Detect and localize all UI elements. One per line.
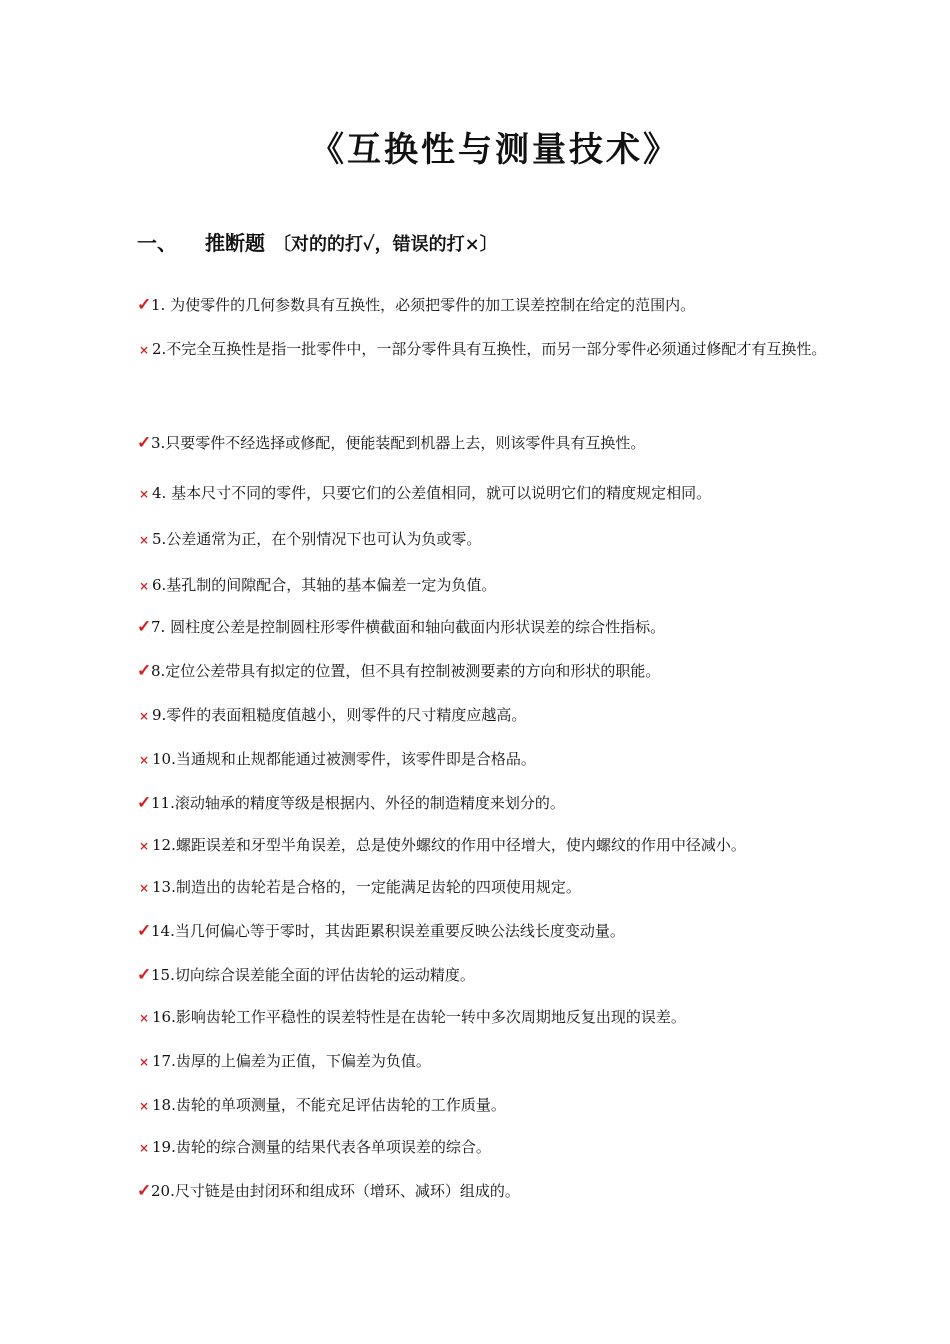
question-text: 5.公差通常为正，在个别情况下也可认为负或零。 — [152, 530, 482, 548]
question-text: 19.齿轮的综合测量的结果代表各单项误差的综合。 — [152, 1138, 491, 1156]
cross-mark-icon: × — [139, 839, 150, 853]
cross-mark-icon: × — [139, 1011, 150, 1025]
check-mark-icon: ✓ — [137, 1181, 152, 1201]
question-text: 6.基孔制的间隙配合，其轴的基本偏差一定为负值。 — [152, 576, 497, 594]
question-item — [137, 528, 481, 551]
question-text: 11.滚动轴承的精度等级是根据内、外径的制造精度来划分的。 — [151, 794, 565, 812]
question-text: 10.当通规和止规都能通过被测零件，该零件即是合格品。 — [152, 750, 536, 768]
question-text: 4. 基本尺寸不同的零件，只要它们的公差值相同，就可以说明它们的精度规定相同。 — [152, 484, 712, 502]
cross-mark-icon: × — [139, 709, 150, 723]
question-text: 13.制造出的齿轮若是合格的，一定能满足齿轮的四项使用规定。 — [152, 878, 581, 896]
question-item — [137, 876, 581, 899]
cross-mark-icon: × — [139, 1099, 150, 1113]
section-number: 一、 — [137, 231, 177, 255]
document-title: 《互换性与测量技术》 — [310, 130, 680, 170]
question-item — [137, 964, 475, 986]
question-text: 7. 圆柱度公差是控制圆柱形零件横截面和轴向截面内形状误差的综合性指标。 — [151, 618, 666, 636]
question-item — [137, 704, 526, 727]
section-name: 推断题 — [205, 231, 265, 255]
question-item — [137, 482, 711, 505]
section-heading — [137, 228, 498, 260]
question-item — [137, 616, 665, 638]
question-item — [137, 748, 536, 771]
question-text: 15.切向综合误差能全面的评估齿轮的运动精度。 — [151, 966, 475, 984]
question-text: 14.当几何偏心等于零时，其齿距累积误差重要反映公法线长度变动量。 — [151, 922, 625, 940]
cross-mark-icon: × — [139, 533, 150, 547]
check-mark-icon: ✓ — [137, 921, 152, 941]
question-text: 16.影响齿轮工作平稳性的误差特性是在齿轮一转中多次周期地反复出现的误差。 — [152, 1008, 686, 1026]
question-item — [137, 920, 625, 942]
cross-mark-icon: × — [139, 1141, 150, 1155]
question-item — [137, 1050, 431, 1073]
check-mark-icon: ✓ — [137, 965, 152, 985]
question-text: 3.只要零件不经选择或修配，便能装配到机器上去，则该零件具有互换性。 — [151, 434, 646, 452]
cross-mark-icon: × — [139, 753, 150, 767]
question-text: 18.齿轮的单项测量，不能充足评估齿轮的工作质量。 — [152, 1096, 506, 1114]
cross-mark-icon: × — [139, 579, 150, 593]
question-item — [137, 1094, 506, 1117]
check-mark-icon: ✓ — [137, 661, 152, 681]
cross-mark-icon: × — [139, 881, 150, 895]
question-item — [137, 834, 746, 857]
question-item — [137, 294, 695, 316]
check-mark-icon: ✓ — [137, 617, 152, 637]
cross-mark-icon: × — [139, 487, 150, 501]
question-text: 2.不完全互换性是指一批零件中，一部分零件具有互换性，而另一部分零件必须通过修配才有互换性。 — [152, 340, 827, 358]
question-item — [137, 1136, 491, 1159]
question-item — [137, 1180, 520, 1202]
question-item — [137, 322, 867, 377]
question-item — [137, 1006, 686, 1029]
section-instruction: 〔对的的打✓，错误的打×〕 — [273, 234, 498, 255]
cross-mark-icon: × — [139, 343, 150, 357]
question-item — [137, 792, 565, 814]
question-item — [137, 574, 496, 597]
question-text: 17.齿厚的上偏差为正值，下偏差为负值。 — [152, 1052, 431, 1070]
question-text: 8.定位公差带具有拟定的位置，但不具有控制被测要素的方向和形状的职能。 — [151, 662, 661, 680]
check-mark-icon: ✓ — [137, 433, 152, 453]
question-item — [137, 432, 645, 454]
check-mark-icon: ✓ — [137, 295, 152, 315]
question-text: 12.螺距误差和牙型半角误差，总是使外螺纹的作用中径增大，使内螺纹的作用中径减小。 — [152, 836, 746, 854]
question-text: 9.零件的表面粗糙度值越小，则零件的尺寸精度应越高。 — [152, 706, 527, 724]
question-text: 1. 为使零件的几何参数具有互换性，必须把零件的加工误差控制在给定的范围内。 — [151, 296, 696, 314]
cross-mark-icon: × — [139, 1055, 150, 1069]
question-item — [137, 660, 660, 682]
question-text: 20.尺寸链是由封闭环和组成环（增环、减环）组成的。 — [151, 1182, 520, 1200]
check-mark-icon: ✓ — [137, 793, 152, 813]
